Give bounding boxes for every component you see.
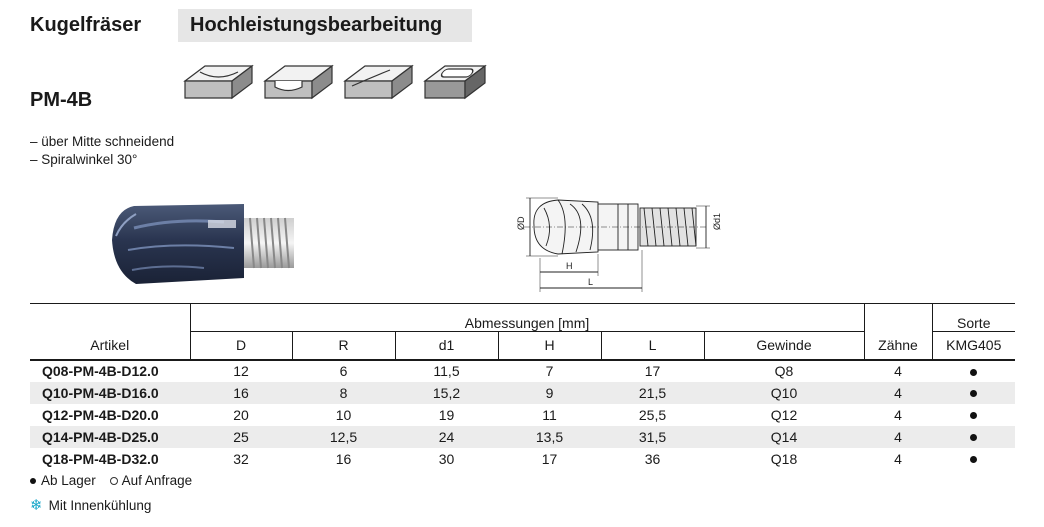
in-stock-dot-icon [30,478,36,484]
groove-shape-icon [185,66,252,98]
r-cell: 16 [335,450,352,467]
feature-item: – über Mitte schneidend [30,134,175,149]
d-cell: 20 [233,406,249,423]
artikel-cell: Q08-PM-4B-D12.0 [42,363,159,379]
r-cell: 12,5 [292,426,395,448]
d1-cell: 15,2 [395,382,498,404]
d1-cell: 11,5 [433,363,460,379]
zaehne-header: Zähne [864,332,932,360]
stock-cell [932,404,1015,426]
feature-list [30,133,174,169]
stock-cell [932,448,1015,470]
thread-shank [244,218,294,268]
d1-cell: 19 [438,406,455,423]
channel-shape-icon [265,66,332,98]
col-header-d1: d1 [395,332,498,360]
zaehne-cell: 4 [894,406,902,423]
stock-legend [30,473,192,488]
h-cell: 13,5 [498,426,601,448]
legend-innenkuehlung: Mit Innenkühlung [48,498,152,513]
l-cell: 31,5 [601,426,704,448]
shank-diameter-label: Ød1 [712,212,722,230]
legend-auf-anfrage: Auf Anfrage [121,473,193,488]
gewinde-cell: Q8 [774,363,794,379]
stock-cell [932,360,1015,382]
diameter-label: ØD [516,216,526,230]
h-cell: 7 [545,363,554,379]
zaehne-cell: 4 [864,382,932,404]
d-cell: 25 [190,426,292,448]
length-label: L [588,277,594,287]
application-shapes [180,56,490,106]
product-photo [104,188,304,294]
cooling-legend [30,496,151,514]
table-row [30,448,1015,470]
r-cell: 6 [339,363,348,379]
page-subtitle: Hochleistungsbearbeitung [190,14,443,36]
table-row [30,426,1015,448]
stock-cell [932,426,1015,448]
l-cell: 36 [644,450,661,467]
r-cell: 8 [292,382,395,404]
page-title: Kugelfräser [30,14,142,36]
zaehne-header-spacer [864,304,932,332]
spec-table [30,303,1015,470]
l-cell: 25,5 [638,406,667,423]
cutter-head [112,204,244,284]
stock-cell [932,382,1015,404]
d-cell: 12 [233,363,249,379]
gewinde-cell: Q18 [770,450,798,467]
feature-item: – Spiralwinkel 30° [30,152,138,167]
zaehne-cell: 4 [894,363,902,379]
on-request-ring-icon [110,477,118,485]
in-stock-dot-icon [970,434,977,441]
artikel-header: Artikel [30,332,190,360]
in-stock-dot-icon [970,369,977,376]
table-row [30,404,1015,426]
zaehne-cell: 4 [894,450,902,467]
table-row [30,382,1015,404]
artikel-cell: Q12-PM-4B-D20.0 [42,406,159,423]
artikel-cell: Q14-PM-4B-D25.0 [30,426,190,448]
model-name: PM-4B [30,89,93,111]
col-header-H: H [498,332,601,360]
d1-cell: 24 [395,426,498,448]
r-cell: 10 [335,406,352,423]
contour-shape-icon [345,66,412,98]
artikel-header-spacer [30,304,190,332]
gewinde-cell: Q14 [704,426,864,448]
l-cell: 17 [644,363,661,379]
h-cell: 9 [498,382,601,404]
gewinde-cell: Q10 [704,382,864,404]
col-header-R: R [292,332,395,360]
technical-drawing [510,186,730,296]
table-row [30,360,1015,382]
d1-cell: 30 [438,450,455,467]
in-stock-dot-icon [970,412,977,419]
l-cell: 21,5 [601,382,704,404]
artikel-cell: Q18-PM-4B-D32.0 [42,450,159,467]
grade-header: KMG405 [932,332,1015,360]
pocket-shape-icon [425,66,485,98]
col-header-D: D [190,332,292,360]
d-cell: 32 [233,450,249,467]
d-cell: 16 [190,382,292,404]
in-stock-dot-icon [970,456,977,463]
sorte-header: Sorte [932,304,1015,332]
snowflake-icon: ❄ [30,497,43,514]
height-label: H [566,261,573,271]
legend-ab-lager: Ab Lager [41,473,96,488]
dimensions-header: Abmessungen [mm] [190,304,864,332]
h-cell: 11 [542,406,557,423]
col-header-gewinde: Gewinde [704,332,864,360]
h-cell: 17 [541,450,558,467]
gewinde-cell: Q12 [770,406,798,423]
zaehne-cell: 4 [864,426,932,448]
in-stock-dot-icon [970,390,977,397]
col-header-L: L [601,332,704,360]
artikel-cell: Q10-PM-4B-D16.0 [30,382,190,404]
